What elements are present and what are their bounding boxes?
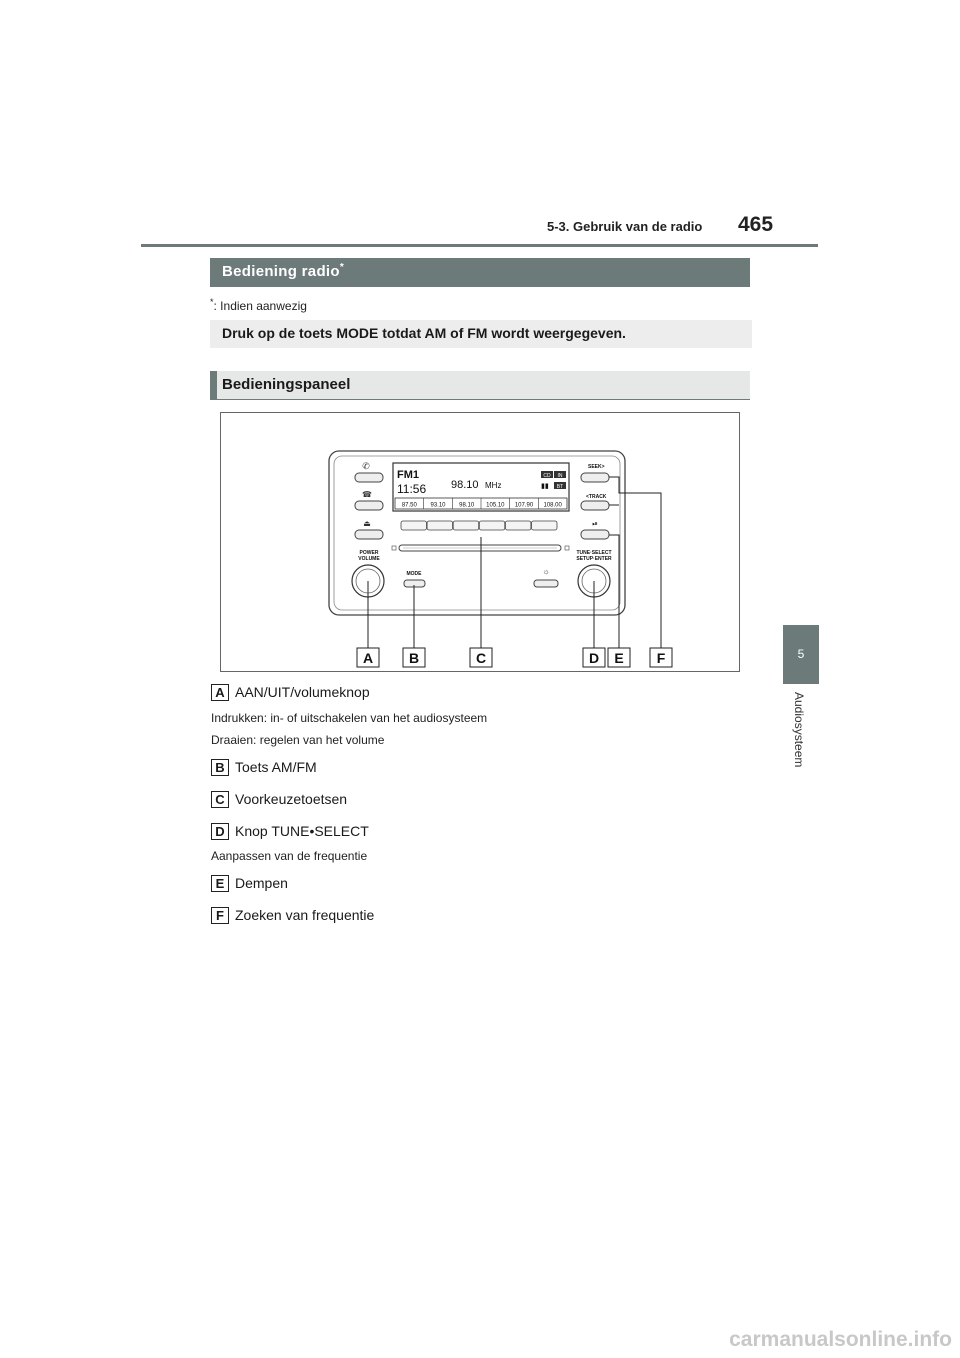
volume-label: VOLUME	[358, 556, 380, 562]
item-c-letter: C	[211, 791, 229, 808]
footnote-marker: *	[210, 297, 214, 307]
setup-button[interactable]	[534, 580, 558, 587]
item-b-letter: B	[211, 759, 229, 776]
chapter-label: Audiosysteem	[792, 692, 806, 768]
preset-button-5[interactable]	[505, 521, 531, 530]
seek-label: SEEK>	[588, 464, 605, 470]
signal-icon: ▮▮	[541, 483, 549, 490]
preset-cell-6: 108.00	[543, 502, 562, 509]
eject-icon: ⏏	[363, 519, 371, 528]
item-d-label: Knop TUNE•SELECT	[235, 823, 369, 839]
item-c	[211, 791, 347, 808]
preset-cell-1: 87.50	[401, 502, 417, 509]
callout-c: C	[475, 650, 487, 666]
preset-cell-2: 93.10	[430, 502, 446, 509]
item-a	[211, 684, 370, 701]
hangup-icon: ☎	[362, 490, 372, 499]
preset-cell-3: 98.10	[459, 502, 475, 509]
note-d: Aanpassen van de frequentie	[211, 849, 368, 863]
page-heading	[222, 262, 344, 280]
play-pause-icon: ⏯	[592, 521, 598, 528]
display-band: FM1	[397, 469, 419, 481]
eject-button[interactable]	[355, 530, 383, 539]
preset-button-2[interactable]	[427, 521, 453, 530]
status-bt: BT	[556, 484, 564, 490]
panel-heading: Bedieningspaneel	[222, 376, 351, 393]
brightness-icon: ☼	[542, 567, 550, 576]
item-a-letter: A	[211, 684, 229, 701]
preset-button-6[interactable]	[532, 521, 558, 530]
callout-d: D	[588, 650, 600, 666]
item-f	[211, 907, 374, 924]
panel-heading-rule	[210, 399, 750, 400]
item-f-label: Zoeken van frequentie	[235, 907, 375, 923]
display-unit: MHz	[485, 481, 502, 490]
item-b	[211, 759, 317, 776]
track-label: <TRACK	[586, 494, 607, 500]
note-a-turn: Draaien: regelen van het volume	[211, 733, 385, 747]
status-cd: CD	[543, 473, 551, 479]
mute-button[interactable]	[581, 530, 609, 539]
callout-b: B	[408, 650, 420, 666]
track-button[interactable]	[581, 501, 609, 510]
item-b-label: Toets AM/FM	[235, 759, 317, 775]
radio-panel-illustration	[221, 413, 741, 673]
display-frequency: 98.10	[451, 479, 479, 491]
preset-cell-5: 107.90	[514, 502, 534, 509]
item-e-letter: E	[211, 875, 229, 892]
watermark: carmanualsonline.info	[729, 1328, 952, 1351]
phone-button[interactable]	[355, 473, 383, 482]
chapter-tab[interactable]: 5	[783, 625, 819, 684]
preset-button-4[interactable]	[479, 521, 505, 530]
instruction-text: Druk op de toets MODE totdat AM of FM wordt weergegeven.	[222, 325, 626, 341]
item-c-label: Voorkeuzetoetsen	[235, 791, 348, 807]
mode-label: MODE	[406, 571, 422, 577]
callout-labels	[357, 648, 672, 667]
item-a-label: AAN/UIT/volumeknop	[235, 684, 370, 700]
preset-button-3[interactable]	[453, 521, 479, 530]
header-rule	[141, 244, 818, 247]
display-clock: 11:56	[397, 482, 427, 496]
preset-buttons	[401, 521, 557, 530]
page-number: 465	[738, 213, 774, 236]
power-label: POWER	[359, 550, 379, 556]
preset-cell-4: 105.10	[486, 502, 505, 509]
hangup-button[interactable]	[355, 501, 383, 510]
setup-enter-label: SETUP·ENTER	[576, 556, 612, 562]
footnote	[210, 297, 307, 313]
preset-button-1[interactable]	[401, 521, 427, 530]
heading-text: Bediening radio	[222, 263, 340, 280]
item-d	[211, 823, 369, 840]
item-d-letter: D	[211, 823, 229, 840]
item-f-letter: F	[211, 907, 229, 924]
note-a-press: Indrukken: in- of uitschakelen van het audiosysteem	[211, 711, 488, 725]
radio-panel-figure	[220, 412, 740, 672]
phone-icon: ✆	[362, 461, 370, 471]
callout-e: E	[614, 650, 624, 666]
status-in: IN	[557, 473, 563, 479]
tune-select-label: TUNE·SELECT	[576, 550, 612, 556]
section-title: 5-3. Gebruik van de radio	[547, 219, 703, 234]
heading-marker: *	[339, 262, 345, 273]
footnote-text: : Indien aanwezig	[213, 299, 307, 313]
seek-button[interactable]	[581, 473, 609, 482]
callout-a: A	[362, 650, 374, 666]
item-e-label: Dempen	[235, 875, 288, 891]
item-e	[211, 875, 288, 892]
callout-f: F	[656, 650, 666, 666]
